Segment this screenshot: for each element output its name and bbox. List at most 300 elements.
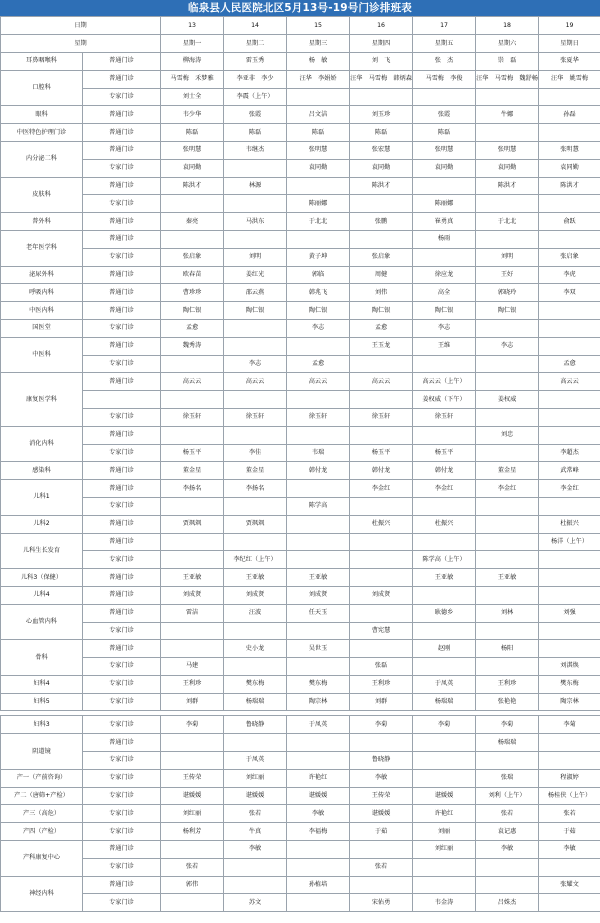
doctor-cell: 韩付龙 bbox=[350, 462, 413, 480]
doctor-cell: 程淑婷 bbox=[539, 769, 600, 787]
doctor-cell: 郭临 bbox=[287, 266, 350, 284]
doctor-cell: 刘成贤 bbox=[287, 586, 350, 604]
schedule-row bbox=[1, 533, 600, 551]
doctor-cell: 刘玉珍 bbox=[350, 106, 413, 124]
clinic-type-cell: 普通门诊 bbox=[83, 586, 161, 604]
doctor-cell: 陶仁银 bbox=[350, 302, 413, 320]
schedule-row bbox=[1, 248, 600, 266]
department-cell: 产二（唐筛+产检） bbox=[1, 787, 83, 805]
clinic-type-cell: 专家门诊 bbox=[83, 408, 161, 426]
doctor-cell: 张明慧 bbox=[161, 141, 224, 159]
doctor-cell: 高云云 bbox=[287, 373, 350, 391]
doctor-cell: 刘伟 bbox=[350, 284, 413, 302]
department-cell: 儿科2 bbox=[1, 515, 83, 533]
doctor-cell: 刘群 bbox=[350, 693, 413, 711]
doctor-cell: 李志 bbox=[476, 337, 539, 355]
clinic-type-cell: 普通门诊 bbox=[83, 640, 161, 658]
doctor-cell bbox=[413, 769, 476, 787]
doctor-cell: 孟愈 bbox=[287, 355, 350, 373]
doctor-cell bbox=[287, 177, 350, 195]
doctor-cell bbox=[350, 497, 413, 515]
doctor-cell: 俞跃 bbox=[539, 213, 600, 231]
doctor-cell: 陈学高 bbox=[287, 497, 350, 515]
schedule-row bbox=[1, 391, 600, 409]
doctor-cell: 周健 bbox=[350, 266, 413, 284]
schedule-row bbox=[1, 88, 600, 106]
doctor-cell: 孙植培 bbox=[287, 876, 350, 894]
department-cell: 儿科生长发育 bbox=[1, 533, 83, 569]
doctor-cell: 袁同勤 bbox=[413, 159, 476, 177]
doctor-cell bbox=[350, 876, 413, 894]
doctor-cell: 王亚敏 bbox=[161, 569, 224, 587]
schedule-row bbox=[1, 805, 600, 823]
doctor-cell bbox=[476, 876, 539, 894]
schedule-row bbox=[1, 604, 600, 622]
doctor-cell bbox=[287, 752, 350, 770]
doctor-cell bbox=[539, 894, 600, 912]
schedule-row bbox=[1, 195, 600, 213]
department-cell: 产一（产前咨询） bbox=[1, 769, 83, 787]
doctor-cell: 孟愈 bbox=[161, 319, 224, 337]
doctor-cell: 杨雨 bbox=[413, 230, 476, 248]
doctor-cell bbox=[224, 337, 287, 355]
schedule-row bbox=[1, 319, 600, 337]
department-cell: 中医科 bbox=[1, 337, 83, 373]
doctor-cell: 张瑞 bbox=[476, 769, 539, 787]
schedule-row bbox=[1, 515, 600, 533]
doctor-cell: 王传荣 bbox=[350, 787, 413, 805]
doctor-cell: 郭晓玲 bbox=[476, 284, 539, 302]
schedule-row bbox=[1, 480, 600, 498]
doctor-cell: 张若 bbox=[350, 858, 413, 876]
clinic-type-cell: 普通门诊 bbox=[83, 734, 161, 752]
doctor-cell bbox=[539, 391, 600, 409]
doctor-cell: 杜振兴 bbox=[350, 515, 413, 533]
doctor-cell: 李敏 bbox=[350, 769, 413, 787]
doctor-cell: 袁记惠 bbox=[476, 823, 539, 841]
doctor-cell: 韦少华 bbox=[161, 106, 224, 124]
doctor-cell bbox=[287, 426, 350, 444]
department-cell: 内分泌二科 bbox=[1, 141, 83, 177]
weekday-cell: 星期三 bbox=[287, 35, 350, 53]
doctor-cell bbox=[350, 426, 413, 444]
doctor-cell: 李敏 bbox=[224, 841, 287, 859]
clinic-type-cell: 普通门诊 bbox=[83, 53, 161, 71]
doctor-cell: 陶仁银 bbox=[287, 302, 350, 320]
doctor-cell: 雷玉秀 bbox=[224, 53, 287, 71]
doctor-cell bbox=[350, 391, 413, 409]
doctor-cell: 吕文洁 bbox=[287, 106, 350, 124]
doctor-cell: 徐玉轩 bbox=[224, 408, 287, 426]
doctor-cell bbox=[161, 230, 224, 248]
doctor-cell: 汪华 马雪梅 魏舒畅 bbox=[476, 70, 539, 88]
doctor-cell bbox=[539, 569, 600, 587]
doctor-cell: 刘淇焕 bbox=[539, 658, 600, 676]
doctor-cell bbox=[161, 640, 224, 658]
doctor-cell: 于凤英 bbox=[224, 752, 287, 770]
doctor-cell bbox=[224, 497, 287, 515]
doctor-cell bbox=[350, 88, 413, 106]
weekday-cell: 星期六 bbox=[476, 35, 539, 53]
schedule-row bbox=[1, 693, 600, 711]
doctor-cell: 崇 磊 bbox=[476, 53, 539, 71]
clinic-type-cell: 专家门诊 bbox=[83, 658, 161, 676]
department-cell: 国医堂 bbox=[1, 319, 83, 337]
doctor-cell bbox=[476, 355, 539, 373]
doctor-cell: 陈洪才 bbox=[350, 177, 413, 195]
doctor-cell: 柳海涛 bbox=[161, 53, 224, 71]
doctor-cell: 汪波 bbox=[224, 604, 287, 622]
schedule-row bbox=[1, 675, 600, 693]
doctor-cell: 张若 bbox=[161, 858, 224, 876]
doctor-cell: 陶仁银 bbox=[161, 302, 224, 320]
schedule-row bbox=[1, 586, 600, 604]
doctor-cell bbox=[413, 177, 476, 195]
doctor-cell: 陶仁银 bbox=[224, 302, 287, 320]
date-cell: 13 bbox=[161, 17, 224, 35]
doctor-cell: 耿德乡 bbox=[413, 604, 476, 622]
doctor-cell: 樊东梅 bbox=[287, 675, 350, 693]
department-cell: 中医特色护理门诊 bbox=[1, 124, 83, 142]
clinic-type-cell: 普通门诊 bbox=[83, 337, 161, 355]
doctor-cell: 袁同勤 bbox=[161, 159, 224, 177]
doctor-cell: 吴世玉 bbox=[287, 640, 350, 658]
doctor-cell bbox=[350, 195, 413, 213]
doctor-cell: 刘强 bbox=[539, 604, 600, 622]
doctor-cell bbox=[161, 752, 224, 770]
doctor-cell: 邵云燕 bbox=[224, 284, 287, 302]
doctor-cell: 张宏慧 bbox=[350, 141, 413, 159]
doctor-cell: 李虎 bbox=[539, 266, 600, 284]
doctor-cell bbox=[287, 391, 350, 409]
doctor-cell: 高云云 bbox=[539, 373, 600, 391]
doctor-cell bbox=[413, 734, 476, 752]
header-row-weekday bbox=[1, 35, 600, 53]
doctor-cell bbox=[224, 391, 287, 409]
department-cell: 产四（产检） bbox=[1, 823, 83, 841]
doctor-cell: 李扬名 bbox=[224, 480, 287, 498]
doctor-cell: 孟愈 bbox=[350, 319, 413, 337]
doctor-cell: 张艳艳 bbox=[476, 693, 539, 711]
clinic-type-cell: 普通门诊 bbox=[83, 266, 161, 284]
doctor-cell bbox=[413, 586, 476, 604]
doctor-cell bbox=[539, 230, 600, 248]
doctor-cell: 史小龙 bbox=[224, 640, 287, 658]
clinic-type-cell: 普通门诊 bbox=[83, 426, 161, 444]
doctor-cell: 王玉龙 bbox=[350, 337, 413, 355]
schedule-row bbox=[1, 823, 600, 841]
doctor-cell: 韦继杰 bbox=[224, 141, 287, 159]
doctor-cell: 张若 bbox=[476, 805, 539, 823]
doctor-cell: 谌媛媛 bbox=[161, 787, 224, 805]
doctor-cell: 张夏华 bbox=[539, 53, 600, 71]
doctor-cell: 张启象 bbox=[161, 248, 224, 266]
clinic-type-cell: 专家门诊 bbox=[83, 769, 161, 787]
doctor-cell: 李志 bbox=[224, 355, 287, 373]
doctor-cell: 张磊 bbox=[350, 658, 413, 676]
doctor-cell bbox=[413, 752, 476, 770]
schedule-row bbox=[1, 373, 600, 391]
doctor-cell: 李震（上午） bbox=[224, 88, 287, 106]
doctor-cell: 王传荣 bbox=[161, 769, 224, 787]
doctor-cell: 鲁晓静 bbox=[224, 716, 287, 734]
doctor-cell: 于茹 bbox=[350, 823, 413, 841]
doctor-cell: 刘红丽 bbox=[413, 841, 476, 859]
schedule-row bbox=[1, 658, 600, 676]
department-cell: 普外科 bbox=[1, 213, 83, 231]
doctor-cell: 李菊 bbox=[476, 716, 539, 734]
doctor-cell: 刘林 bbox=[476, 604, 539, 622]
doctor-cell bbox=[476, 586, 539, 604]
clinic-type-cell: 专家门诊 bbox=[83, 752, 161, 770]
doctor-cell bbox=[224, 533, 287, 551]
date-cell: 15 bbox=[287, 17, 350, 35]
doctor-cell: 李金红 bbox=[539, 480, 600, 498]
doctor-cell: 李双 bbox=[539, 284, 600, 302]
doctor-cell: 杨 敏 bbox=[287, 53, 350, 71]
schedule-row bbox=[1, 497, 600, 515]
clinic-type-cell: 普通门诊 bbox=[83, 876, 161, 894]
doctor-cell bbox=[539, 408, 600, 426]
department-cell: 康复医学科 bbox=[1, 373, 83, 426]
doctor-cell: 马洪东 bbox=[224, 213, 287, 231]
doctor-cell: 高云云 bbox=[350, 373, 413, 391]
doctor-cell bbox=[539, 426, 600, 444]
doctor-cell bbox=[161, 195, 224, 213]
schedule-row bbox=[1, 462, 600, 480]
doctor-cell: 王利珍 bbox=[161, 675, 224, 693]
doctor-cell: 汪华 姚雪梅 bbox=[539, 70, 600, 88]
department-cell: 产科康复中心 bbox=[1, 841, 83, 877]
doctor-cell bbox=[413, 876, 476, 894]
doctor-cell: 樊东梅 bbox=[224, 675, 287, 693]
doctor-cell: 王好 bbox=[476, 266, 539, 284]
doctor-cell: 刘成贤 bbox=[350, 586, 413, 604]
department-cell: 眼科 bbox=[1, 106, 83, 124]
clinic-type-cell: 普通门诊 bbox=[83, 124, 161, 142]
doctor-cell bbox=[287, 894, 350, 912]
schedule-row bbox=[1, 787, 600, 805]
doctor-cell: 王亚敏 bbox=[476, 569, 539, 587]
clinic-type-cell bbox=[83, 391, 161, 409]
schedule-row bbox=[1, 408, 600, 426]
schedule-row bbox=[1, 284, 600, 302]
doctor-cell bbox=[161, 355, 224, 373]
doctor-cell: 刘红丽 bbox=[224, 769, 287, 787]
doctor-cell: 杜振兴 bbox=[413, 515, 476, 533]
clinic-type-cell: 普通门诊 bbox=[83, 841, 161, 859]
date-cell: 16 bbox=[350, 17, 413, 35]
doctor-cell bbox=[539, 858, 600, 876]
doctor-cell: 武常峰 bbox=[539, 462, 600, 480]
doctor-cell bbox=[539, 734, 600, 752]
doctor-cell: 张启象 bbox=[350, 248, 413, 266]
doctor-cell: 陈磊 bbox=[287, 124, 350, 142]
doctor-cell: 陈洪才 bbox=[161, 177, 224, 195]
doctor-cell: 袁同勤 bbox=[476, 159, 539, 177]
doctor-cell: 林源 bbox=[224, 177, 287, 195]
doctor-cell: 郭伟 bbox=[161, 876, 224, 894]
clinic-type-cell: 普通门诊 bbox=[83, 604, 161, 622]
doctor-cell bbox=[413, 426, 476, 444]
doctor-cell bbox=[413, 88, 476, 106]
doctor-cell: 李志 bbox=[287, 319, 350, 337]
clinic-type-cell: 普通门诊 bbox=[83, 70, 161, 88]
doctor-cell: 张若 bbox=[539, 805, 600, 823]
doctor-cell: 袁同勤 bbox=[287, 159, 350, 177]
doctor-cell bbox=[287, 734, 350, 752]
schedule-row bbox=[1, 858, 600, 876]
doctor-cell bbox=[413, 658, 476, 676]
weekday-cell: 星期五 bbox=[413, 35, 476, 53]
department-cell: 口腔科 bbox=[1, 70, 83, 106]
doctor-cell bbox=[161, 734, 224, 752]
doctor-cell: 王维 bbox=[413, 337, 476, 355]
doctor-cell: 李亚非 李少 bbox=[224, 70, 287, 88]
doctor-cell: 李佳 bbox=[224, 444, 287, 462]
department-cell: 老年医学科 bbox=[1, 230, 83, 266]
doctor-cell: 谌媛媛 bbox=[287, 787, 350, 805]
doctor-cell: 袁同勤 bbox=[350, 159, 413, 177]
clinic-type-cell: 专家门诊 bbox=[83, 622, 161, 640]
clinic-type-cell: 专家门诊 bbox=[83, 444, 161, 462]
doctor-cell: 谌媛媛 bbox=[224, 787, 287, 805]
clinic-type-cell: 专家门诊 bbox=[83, 858, 161, 876]
clinic-type-cell: 普通门诊 bbox=[83, 177, 161, 195]
doctor-cell: 谌媛媛 bbox=[413, 787, 476, 805]
doctor-cell bbox=[350, 230, 413, 248]
doctor-cell bbox=[539, 640, 600, 658]
doctor-cell bbox=[476, 373, 539, 391]
doctor-cell: 韩付龙 bbox=[413, 462, 476, 480]
department-cell: 神经内科 bbox=[1, 876, 83, 912]
doctor-cell: 杨阳 bbox=[476, 640, 539, 658]
doctor-cell bbox=[161, 894, 224, 912]
doctor-cell: 杜振兴 bbox=[539, 515, 600, 533]
doctor-cell bbox=[287, 858, 350, 876]
schedule-row bbox=[1, 302, 600, 320]
doctor-cell: 徐玉轩 bbox=[413, 408, 476, 426]
header-row-date bbox=[1, 17, 600, 35]
doctor-cell: 李福梅 bbox=[287, 823, 350, 841]
doctor-cell: 杨瑞瑞 bbox=[476, 734, 539, 752]
doctor-cell bbox=[224, 658, 287, 676]
doctor-cell bbox=[476, 752, 539, 770]
schedule-row bbox=[1, 841, 600, 859]
department-cell: 骨科 bbox=[1, 640, 83, 676]
doctor-cell: 牛娜 bbox=[476, 106, 539, 124]
doctor-cell: 陈丽娜 bbox=[287, 195, 350, 213]
schedule-row bbox=[1, 159, 600, 177]
doctor-cell: 陈磊 bbox=[161, 124, 224, 142]
doctor-cell: 刘士全 bbox=[161, 88, 224, 106]
doctor-cell: 欧春苗 bbox=[161, 266, 224, 284]
doctor-cell bbox=[539, 88, 600, 106]
clinic-type-cell: 专家门诊 bbox=[83, 675, 161, 693]
doctor-cell: 张耀文 bbox=[539, 876, 600, 894]
doctor-cell bbox=[413, 248, 476, 266]
clinic-type-cell: 专家门诊 bbox=[83, 497, 161, 515]
doctor-cell: 李菊 bbox=[539, 716, 600, 734]
doctor-cell: 张鹏 bbox=[350, 213, 413, 231]
department-cell: 感染科 bbox=[1, 462, 83, 480]
doctor-cell bbox=[224, 426, 287, 444]
schedule-row bbox=[1, 141, 600, 159]
schedule-row bbox=[1, 53, 600, 71]
doctor-cell: 李菊 bbox=[161, 716, 224, 734]
date-cell: 19 bbox=[539, 17, 600, 35]
doctor-cell: 陈学高（上午） bbox=[413, 551, 476, 569]
doctor-cell: 许艳红 bbox=[413, 805, 476, 823]
schedule-row bbox=[1, 266, 600, 284]
department-cell: 皮肤科 bbox=[1, 177, 83, 213]
doctor-cell bbox=[476, 622, 539, 640]
doctor-cell: 杨利芳 bbox=[161, 823, 224, 841]
doctor-cell: 曹宪慧 bbox=[350, 622, 413, 640]
doctor-cell: 李敏 bbox=[539, 841, 600, 859]
clinic-type-cell: 专家门诊 bbox=[83, 319, 161, 337]
doctor-cell: 李敏 bbox=[287, 805, 350, 823]
schedule-row bbox=[1, 876, 600, 894]
doctor-cell: 张霞 bbox=[224, 106, 287, 124]
weekday-label: 星期 bbox=[1, 35, 161, 53]
doctor-cell: 李扬名 bbox=[161, 480, 224, 498]
doctor-cell: 张明慧 bbox=[476, 141, 539, 159]
doctor-cell bbox=[539, 124, 600, 142]
doctor-cell: 赵刚 bbox=[413, 640, 476, 658]
doctor-cell bbox=[476, 195, 539, 213]
doctor-cell: 陶宗林 bbox=[539, 693, 600, 711]
doctor-cell: 刘利（上午） bbox=[476, 787, 539, 805]
doctor-cell: 袁同勤 bbox=[539, 159, 600, 177]
doctor-cell bbox=[539, 319, 600, 337]
clinic-type-cell: 普通门诊 bbox=[83, 106, 161, 124]
schedule-row bbox=[1, 444, 600, 462]
doctor-cell: 王利珍 bbox=[476, 675, 539, 693]
doctor-cell: 吕姝杰 bbox=[476, 894, 539, 912]
schedule-row bbox=[1, 569, 600, 587]
doctor-cell: 雷洁 bbox=[161, 604, 224, 622]
clinic-type-cell: 普通门诊 bbox=[83, 515, 161, 533]
doctor-cell bbox=[350, 569, 413, 587]
schedule-row bbox=[1, 124, 600, 142]
doctor-cell: 韦金涛 bbox=[413, 894, 476, 912]
doctor-cell: 马雪梅 李俊 bbox=[413, 70, 476, 88]
doctor-cell: 韩兆飞 bbox=[287, 284, 350, 302]
doctor-cell: 李志 bbox=[413, 319, 476, 337]
doctor-cell: 张明慧 bbox=[539, 141, 600, 159]
doctor-cell: 高云云（上午） bbox=[413, 373, 476, 391]
clinic-type-cell: 专家门诊 bbox=[83, 823, 161, 841]
doctor-cell bbox=[224, 319, 287, 337]
doctor-cell bbox=[476, 230, 539, 248]
doctor-cell: 杨瑞瑞 bbox=[224, 693, 287, 711]
schedule-row bbox=[1, 355, 600, 373]
clinic-type-cell: 普通门诊 bbox=[83, 533, 161, 551]
doctor-cell: 杨玉平 bbox=[161, 444, 224, 462]
schedule-row bbox=[1, 213, 600, 231]
doctor-cell: 樊东梅 bbox=[539, 675, 600, 693]
doctor-cell: 于凤英 bbox=[413, 675, 476, 693]
schedule-row bbox=[1, 426, 600, 444]
doctor-cell: 王利珍 bbox=[350, 675, 413, 693]
schedule-row bbox=[1, 894, 600, 912]
schedule-row bbox=[1, 734, 600, 752]
doctor-cell: 马雪梅 禾梦雅 bbox=[161, 70, 224, 88]
doctor-cell: 贾飒飒 bbox=[161, 515, 224, 533]
doctor-cell: 杨洋（上午） bbox=[539, 533, 600, 551]
schedule-row bbox=[1, 752, 600, 770]
